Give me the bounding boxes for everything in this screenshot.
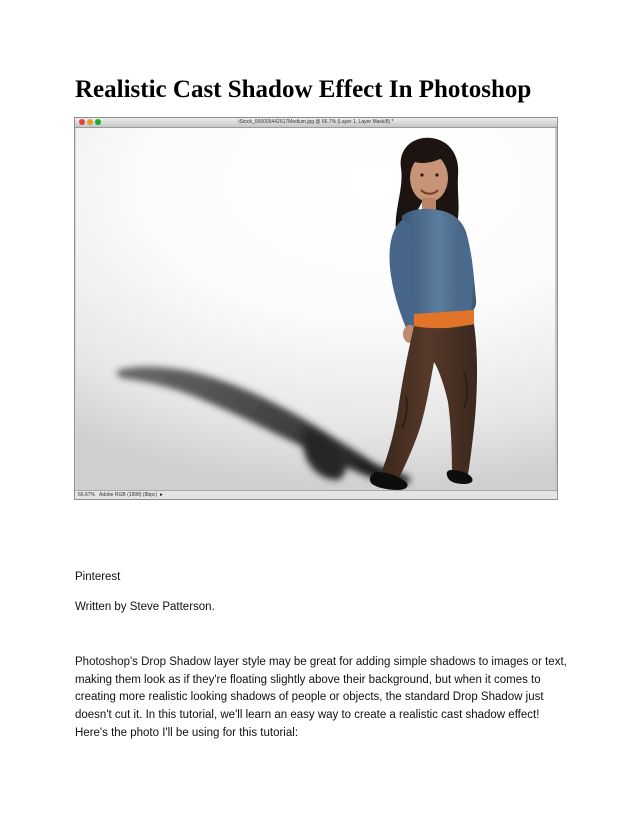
window-title: iStock_000005442617Medium.jpg @ 66.7% (Layer 1, Layer Mask/8) * [238,119,394,125]
photo-intro-line: Here's the photo I'll be using for this tutorial: [75,727,299,739]
author-line: Written by Steve Patterson. [75,601,215,613]
girl-with-cast-shadow-photo [76,128,556,491]
brown-pants [380,324,477,480]
pinterest-label: Pinterest [75,571,121,583]
document-canvas [76,128,556,491]
photoshop-window-screenshot [74,117,558,500]
vertical-scrollbar [555,128,557,491]
window-titlebar [75,118,557,128]
cast-shadow [116,367,411,485]
zoom-level: 66.67% [78,492,95,498]
status-bar [75,490,557,499]
status-menu-arrow-icon: ► [159,492,164,498]
document-info: Adobe RGB (1998) (8bpc) [99,492,158,498]
intro-paragraph: Photoshop's Drop Shadow layer style may be great for adding simple shadows to images or text, making them look as if they're floating slightly above their background, but when it comes to creating more realistic looking shadows of people or objects, the standard Drop Shadow just doesn't cut it. In this tutorial, we'll learn an easy way to create a realistic cast shadow effect! [75,656,567,721]
page-title: Realistic Cast Shadow Effect In Photoshop [75,76,532,103]
right-shoe [447,470,473,484]
